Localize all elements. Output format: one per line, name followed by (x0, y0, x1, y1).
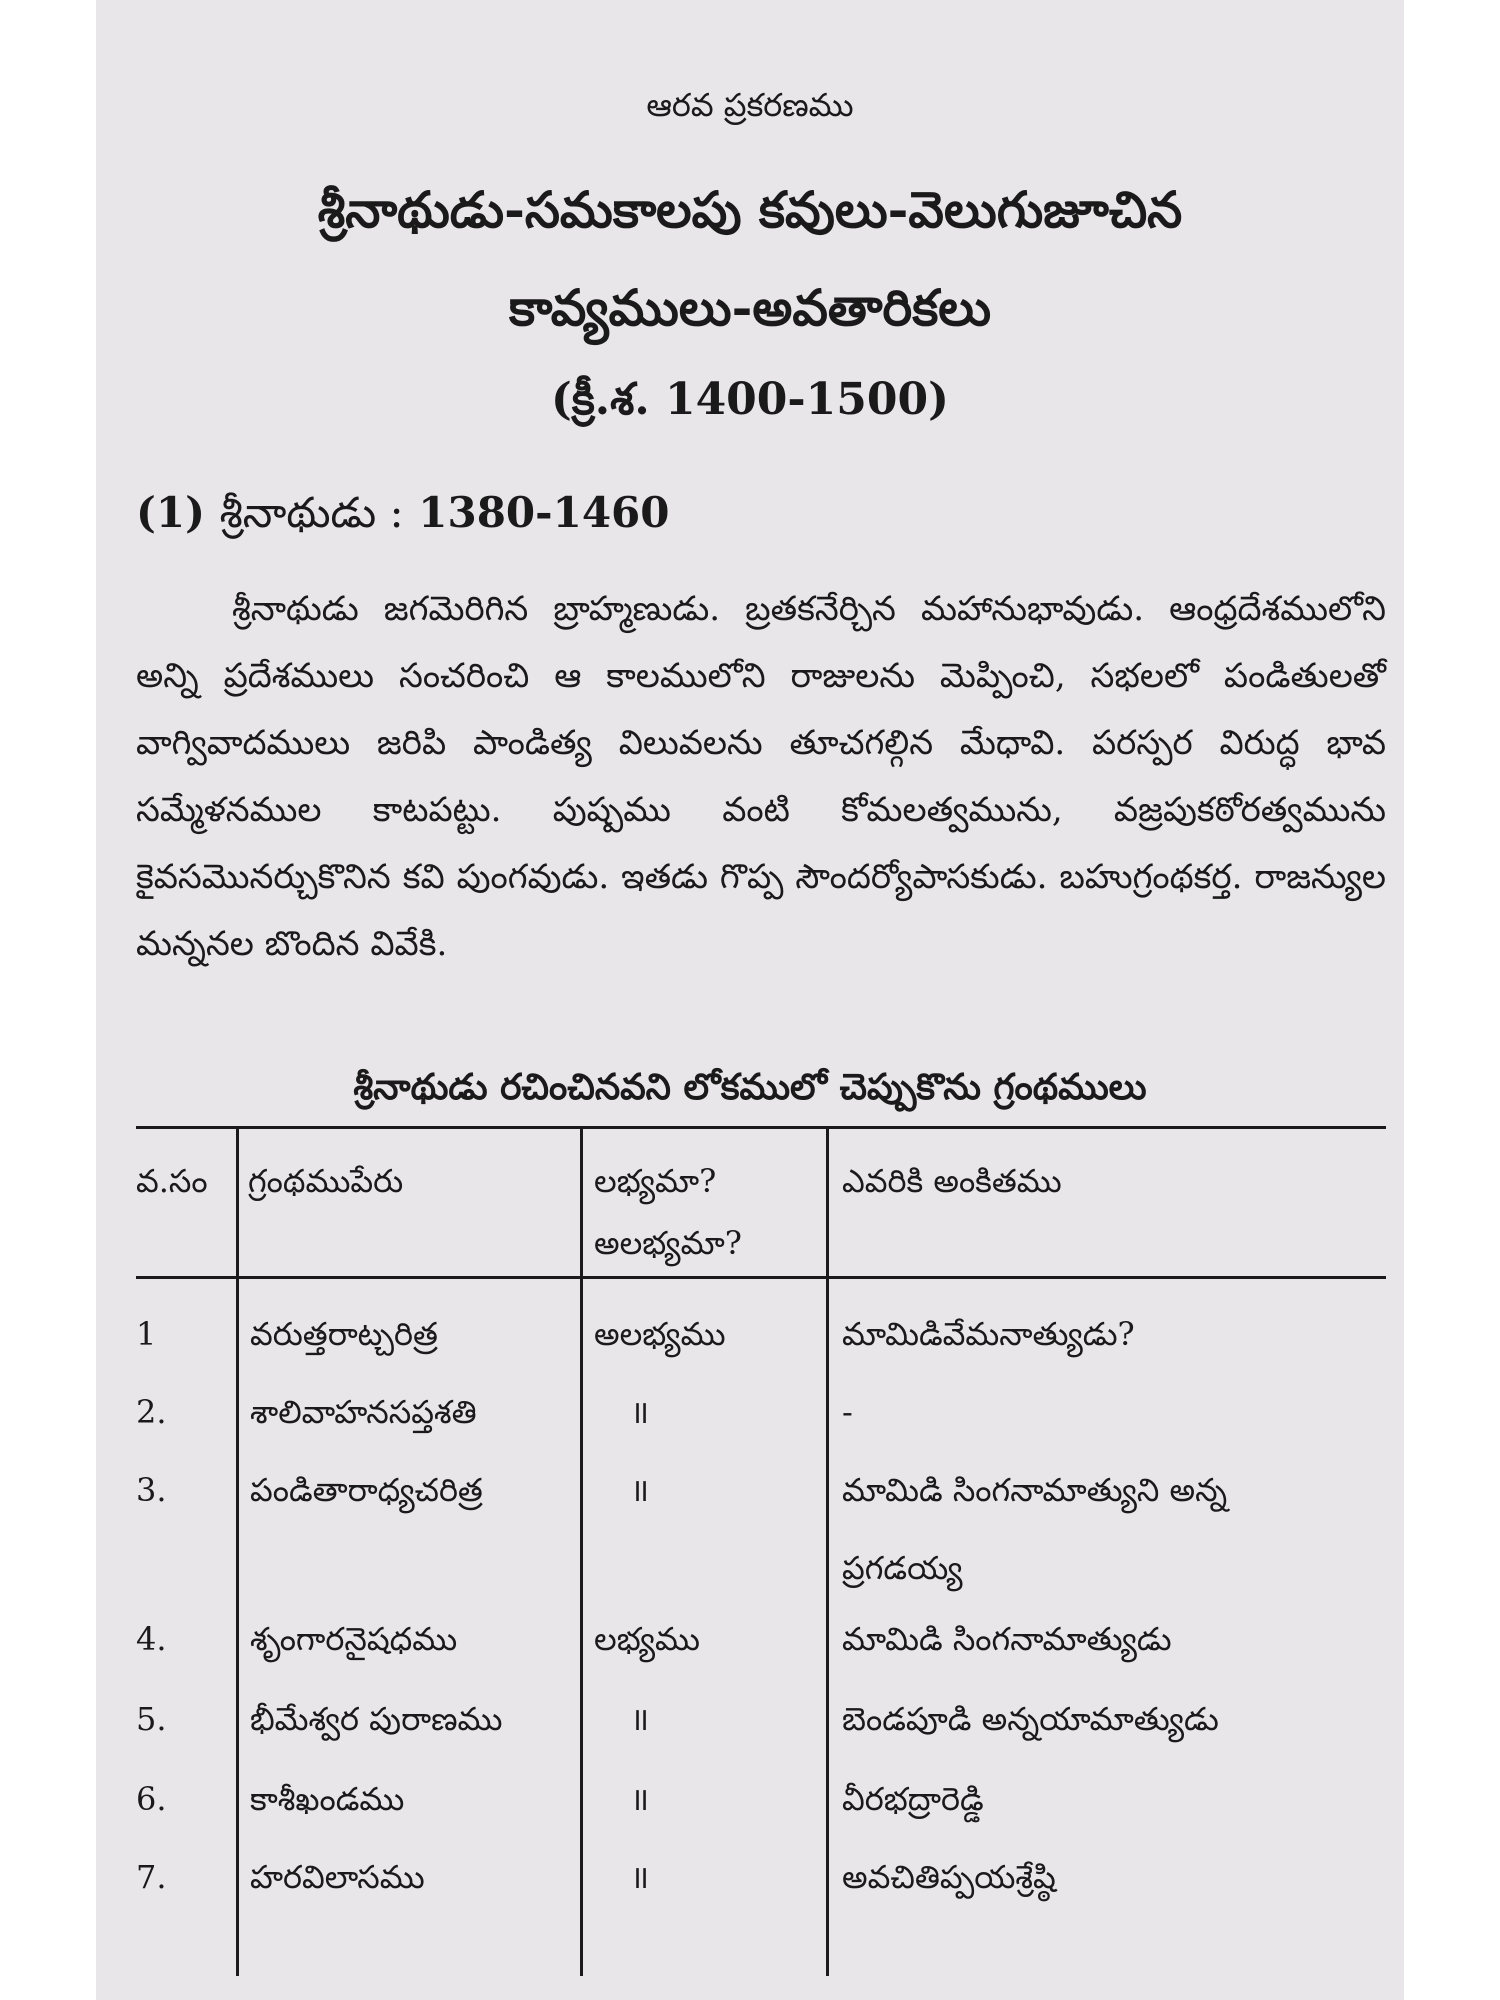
column-divider (236, 1126, 239, 1976)
row-book: పండితారాధ్యచరిత్ర (250, 1471, 483, 1509)
row-dedication: మామిడివేమనాత్యుడు? (842, 1315, 1135, 1353)
row-dedication: - (842, 1393, 853, 1431)
book-page (96, 0, 1404, 2000)
chapter-label: ఆరవ ప్రకరణము (646, 86, 854, 124)
row-serial: 3. (136, 1471, 167, 1509)
row-availability: ॥ (630, 1700, 650, 1738)
header-serial: వ.సం (136, 1162, 208, 1200)
row-availability: ॥ (630, 1780, 650, 1818)
header-availability (594, 1150, 824, 1274)
chapter-title-line-2: కావ్యములు-అవతారికలు (508, 278, 992, 337)
row-book: వరుత్తరాట్చరిత్ర (250, 1315, 438, 1353)
header-availability-line-1: లభ్యమా? (594, 1162, 717, 1200)
row-dedication: బెండపూడి అన్నయామాత్యుడు (842, 1700, 1219, 1738)
section-name: శ్రీనాథుడు : (219, 488, 404, 537)
header-book: గ్రంథముపేరు (248, 1162, 404, 1200)
table-header-rule (136, 1276, 1386, 1279)
row-book: హరవిలాసము (250, 1858, 425, 1896)
period-range: (క్రీ.శ. 1400-1500) (551, 374, 949, 425)
row-serial: 4. (136, 1620, 167, 1658)
row-availability: ॥ (630, 1858, 650, 1896)
row-dedication-line-2: ప్రగడయ్య (842, 1549, 963, 1587)
table-top-rule (136, 1126, 1386, 1129)
row-dedication (842, 1451, 1386, 1607)
row-availability: అలభ్యము (594, 1315, 726, 1353)
row-dedication: మామిడి సింగనామాత్యుడు (842, 1620, 1172, 1658)
header-dedication: ఎవరికి అంకితము (842, 1162, 1062, 1200)
row-serial: 2. (136, 1393, 167, 1431)
table-caption: శ్రీనాథుడు రచించినవని లోకములో చెప్పుకొను గ్రంథములు (353, 1066, 1147, 1108)
row-book: భీమేశ్వర పురాణము (250, 1700, 503, 1738)
row-availability: ॥ (630, 1393, 650, 1431)
row-serial: 1 (136, 1315, 157, 1353)
section-number: (1) (136, 488, 205, 537)
section-years: 1380-1460 (418, 488, 670, 537)
biography-paragraph: శ్రీనాథుడు జగమెరిగిన బ్రాహ్మణుడు. బ్రతకనేర్చిన మహానుభావుడు. ఆంధ్రదేశములోని అన్ని ప్రదేశములు సంచరించి ఆ కాలములోని రాజులను మెప్పించి, సభలలో పండితులతో వాగ్వివాదములు జరిపి పాండిత్య విలువలను తూచగల్గిన మేధావి. పరస్పర విరుద్ధ భావ సమ్మేళనముల కాటపట్టు. పుష్పము వంటి కోమలత్వమును, వజ్రపుకఠోరత్వమును కైవసమొనర్చుకొనిన కవి పుంగవుడు. ఇతడు గొప్ప సౌందర్యోపాసకుడు. బహుగ్రంథకర్త. రాజన్యుల మన్ననల బొందిన వివేకి. (136, 589, 1386, 964)
row-serial: 6. (136, 1780, 167, 1818)
row-serial: 5. (136, 1700, 167, 1738)
row-dedication: అవచితిప్పయశ్రేష్ఠి (842, 1858, 1056, 1896)
header-availability-line-2: అలభ్యమా? (594, 1224, 742, 1262)
row-book: కాశీఖండము (250, 1780, 405, 1818)
row-serial: 7. (136, 1858, 167, 1896)
row-dedication-line-1: మామిడి సింగనామాత్యుని అన్న (842, 1471, 1228, 1509)
row-book: శాలివాహనసప్తశతి (250, 1393, 477, 1431)
row-availability: లభ్యము (594, 1620, 700, 1658)
row-book: శృంగారనైషధము (250, 1620, 458, 1658)
chapter-title-line-1: శ్రీనాథుడు-సమకాలపు కవులు-వెలుగుజూచిన (317, 180, 1183, 239)
row-dedication: వీరభద్రారెడ్డి (842, 1780, 984, 1818)
row-availability: ॥ (630, 1471, 650, 1509)
section-heading (136, 488, 670, 548)
